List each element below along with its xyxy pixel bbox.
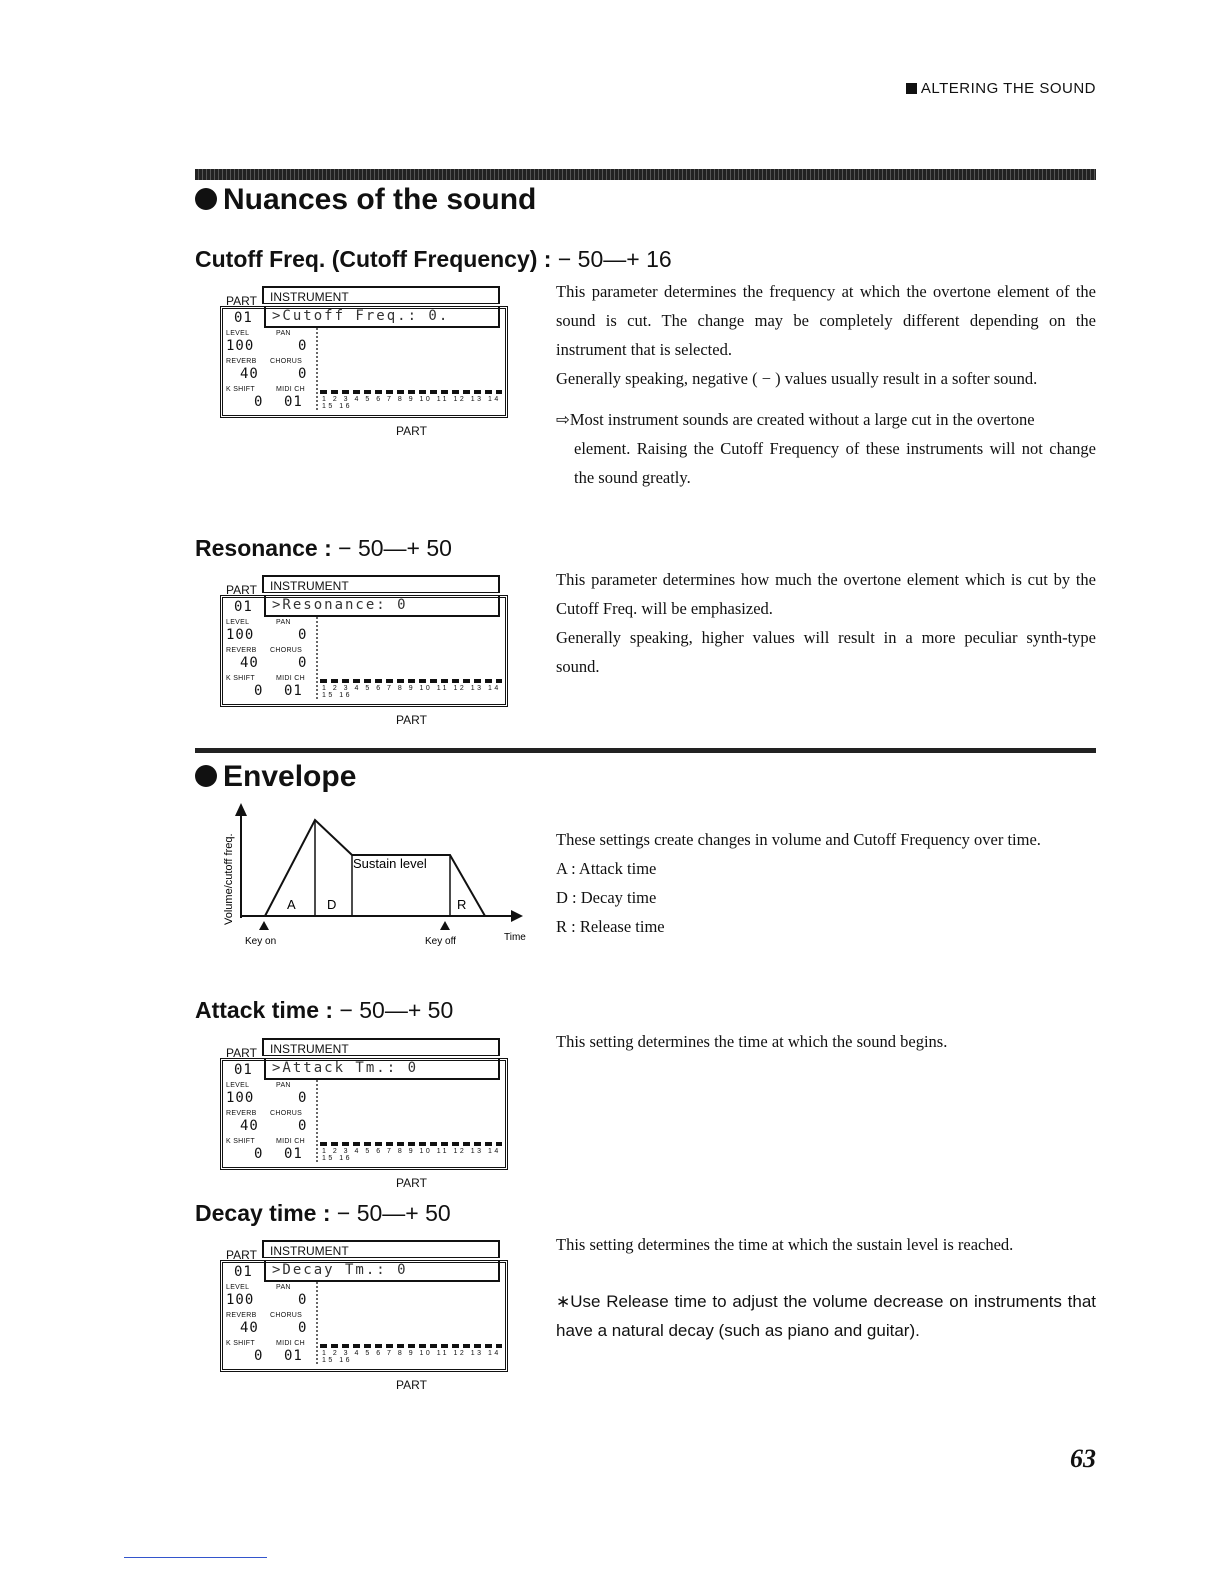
decay-note: ∗Use Release time to adjust the volume decrease on instruments that have a natural decay (such as piano and guitar).	[556, 1292, 1096, 1340]
key-off-label: Key off	[425, 936, 456, 947]
section-rule	[195, 748, 1096, 753]
param-title-cutoff: Cutoff Freq. (Cutoff Frequency) : − 50—+ 16	[195, 246, 672, 272]
envelope-description: These settings create changes in volume and Cutoff Frequency over time. A : Attack time D : Decay time R : Release time	[556, 830, 1041, 936]
header-section-tag	[906, 80, 1096, 97]
a-label: A	[287, 897, 296, 912]
param-title-decay: Decay time : − 50—+ 50	[195, 1200, 451, 1226]
section-title-nuances: Nuances of the sound	[195, 183, 536, 217]
lcd-panel-attack: PART INSTRUMENT 01 >Attack Tm.: 0 LEVEL PAN 100 0 REVERB CHORUS 40 0 K SHIFT MIDI CH 0 01 1 2 3 4 5 6 7 8 9 10 11 12 13 14 15 16 PART	[220, 1038, 510, 1198]
lcd-line: >Decay Tm.: 0	[264, 1260, 500, 1282]
key-off-arrow-icon	[440, 921, 450, 930]
lcd-panel-decay: PART INSTRUMENT 01 >Decay Tm.: 0 LEVEL PAN 100 0 REVERB CHORUS 40 0 K SHIFT MIDI CH 0 01 1 2 3 4 5 6 7 8 9 10 11 12 13 14 15 16 PART	[220, 1240, 510, 1400]
header-label: ALTERING THE SOUND	[920, 80, 1096, 97]
time-label: Time	[504, 932, 526, 943]
page-number: 63	[1070, 1444, 1096, 1473]
decay-description: This setting determines the time at which the sustain level is reached.	[556, 1235, 1014, 1254]
lcd-line: >Resonance: 0	[264, 595, 500, 617]
y-axis-label: Volume/cutoff freq.	[223, 833, 235, 925]
lcd-line: >Attack Tm.: 0	[264, 1058, 500, 1080]
d-label: D	[327, 897, 337, 912]
cutoff-description: This parameter determines the frequency at which the overtone element of the sound is cut. The change may be completely different depending on the instrument that is selected. Generally speaking, negative ( − ) values usually result in a softer sound. ⇨Most instrument sounds are created without a large cut in the overtone element. Raising the Cutoff Frequency of these instruments will not change the sound greatly.	[556, 282, 1096, 487]
param-title-resonance: Resonance : − 50—+ 50	[195, 535, 452, 561]
x-axis-arrow-icon	[511, 910, 523, 922]
y-axis-arrow-icon	[235, 803, 247, 816]
lcd-line: >Cutoff Freq.: 0.	[264, 306, 500, 328]
key-on-label: Key on	[245, 936, 277, 947]
sustain-label: Sustain level	[353, 856, 427, 871]
resonance-description: This parameter determines how much the overtone element which is cut by the Cutoff Freq. will be emphasized. Generally speaking, higher values will result in a more peculiar synth-type sound.	[556, 570, 1096, 676]
r-label: R	[457, 897, 467, 912]
lcd-panel-resonance: PART INSTRUMENT 01 >Resonance: 0 LEVEL PAN 100 0 REVERB CHORUS 40 0 K SHIFT MIDI CH 0 01 1 2 3 4 5 6 7 8 9 10 11 12 13 14 15 16 PART	[220, 575, 510, 735]
envelope-diagram	[215, 800, 535, 950]
section-title-envelope: Envelope	[195, 760, 356, 794]
attack-description: This setting determines the time at which the sound begins.	[556, 1032, 948, 1051]
key-on-arrow-icon	[259, 921, 269, 930]
param-title-attack: Attack time : − 50—+ 50	[195, 997, 454, 1023]
bullet-icon	[195, 765, 217, 787]
lcd-panel-cutoff: PART INSTRUMENT 01 >Cutoff Freq.: 0. LEVEL PAN 100 0 REVERB CHORUS 40 0 K SHIFT MIDI CH 0 01 1 2 3 4 5 6 7 8 9 10 11 12 13 14 15 16 PART	[220, 286, 510, 446]
section-rule	[195, 169, 1096, 180]
bullet-icon	[195, 188, 217, 210]
footer-line	[124, 1557, 267, 1558]
